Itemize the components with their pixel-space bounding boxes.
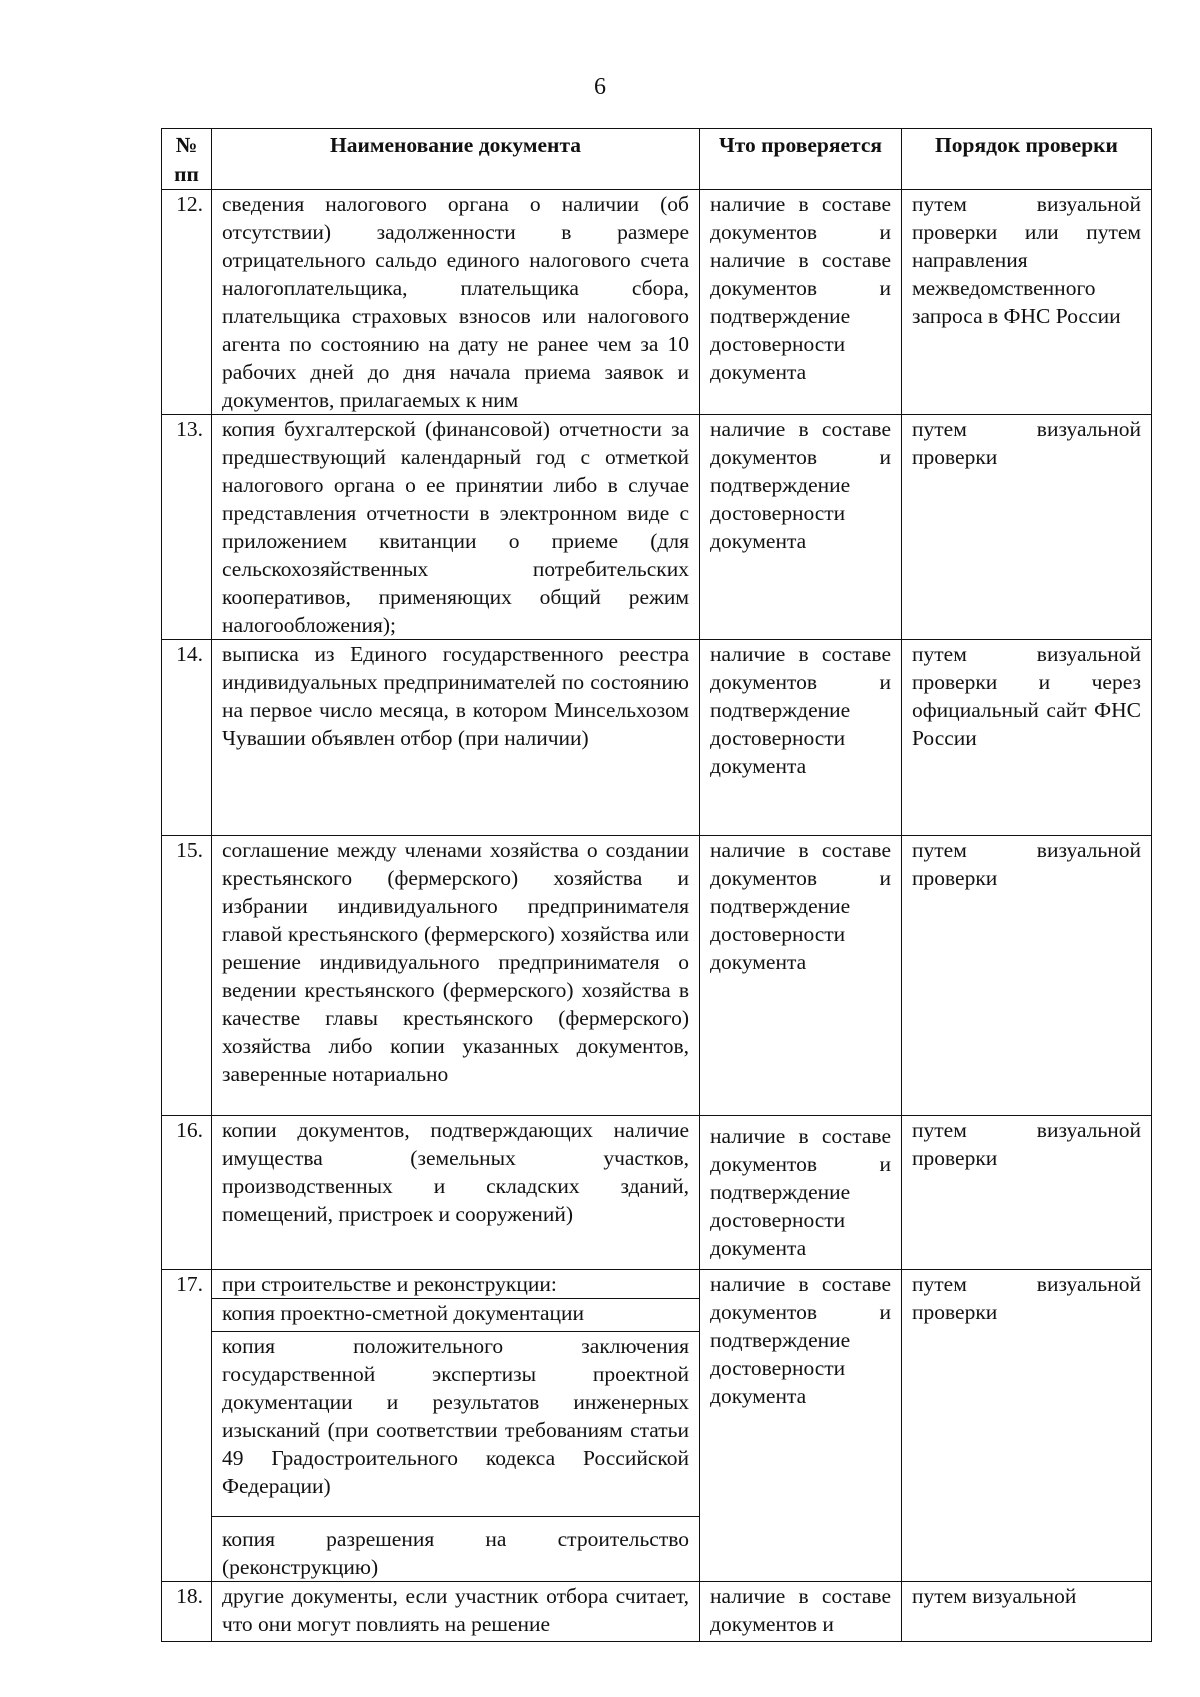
check-what: наличие в составе документов и подтверждение достоверности документа — [700, 415, 902, 640]
header-name: Наименование документа — [212, 129, 700, 190]
check-how: путем визуальной проверки или путем направления межведомственного запроса в ФНС России — [902, 190, 1152, 415]
table-row — [162, 836, 1152, 1116]
document-name: копия бухгалтерской (финансовой) отчетности за предшествующий календарный год с отметкой налогового органа о ее принятии либо в случае представления отчетности в электронном виде с приложением квитанции о приеме (для сельскохозяйственных потребительских кооперативов, применяющих общий режим налогообложения); — [212, 415, 700, 640]
document-subitem: копия проектно-сметной документации — [212, 1299, 699, 1332]
check-what: наличие в составе документов и подтверждение достоверности документа — [700, 1116, 902, 1270]
check-what: наличие в составе документов и подтверждение достоверности документа — [700, 1270, 902, 1582]
row-number: 14. — [162, 640, 212, 836]
document-name: сведения налогового органа о наличии (об отсутствии) задолженности в размере отрицательного сальдо единого налогового счета налогоплательщика, плательщика сбора, плательщика страховых взносов или налогового агента по состоянию на дату не ранее чем за 10 рабочих дней до дня начала приема заявок и документов, прилагаемых к ним — [212, 190, 700, 415]
check-how: путем визуальной — [902, 1582, 1152, 1642]
document-subitem: копия разрешения на строительство (реконструкцию) — [222, 1527, 689, 1579]
table-row — [162, 1582, 1152, 1642]
check-how: путем визуальной проверки — [902, 1270, 1152, 1582]
document-name: другие документы, если участник отбора считает, что они могут повлиять на решение — [212, 1582, 700, 1642]
row-number: 17. — [162, 1270, 212, 1582]
table-row — [162, 415, 1152, 640]
check-how: путем визуальной проверки — [902, 1116, 1152, 1270]
row-number: 16. — [162, 1116, 212, 1270]
row-number: 18. — [162, 1582, 212, 1642]
document-name: выписка из Единого государственного реестра индивидуальных предпринимателей по состоянию на первое число месяца, в котором Минсельхозом Чувашии объявлен отбор (при наличии) — [212, 640, 700, 836]
check-what: наличие в составе документов и подтверждение достоверности документа — [700, 640, 902, 836]
documents-table — [161, 128, 1152, 1642]
check-what: наличие в составе документов и наличие в составе документов и подтверждение достоверности документа — [700, 190, 902, 415]
check-how: путем визуальной проверки и через официальный сайт ФНС России — [902, 640, 1152, 836]
page-number: 6 — [594, 74, 606, 100]
check-how: путем визуальной проверки — [902, 836, 1152, 1116]
row-number: 15. — [162, 836, 212, 1116]
check-what: наличие в составе документов и — [700, 1582, 902, 1642]
table-header-row — [162, 129, 1152, 190]
document-name-group — [212, 1270, 700, 1582]
table-row — [162, 1270, 1152, 1582]
check-what: наличие в составе документов и подтверждение достоверности документа — [700, 836, 902, 1116]
row-number: 12. — [162, 190, 212, 415]
document-subitem: копия положительного заключения государственной экспертизы проектной документации и результатов инженерных изысканий (при соответствии требованиям статьи 49 Градостроительного кодекса Российской Федерации) — [212, 1332, 699, 1517]
document-subitem: при строительстве и реконструкции: — [212, 1270, 699, 1299]
check-how: путем визуальной проверки — [902, 415, 1152, 640]
table-row — [162, 640, 1152, 836]
table-row — [162, 1116, 1152, 1270]
table-row — [162, 190, 1152, 415]
header-what: Что проверяется — [700, 129, 902, 190]
header-how: Порядок проверки — [902, 129, 1152, 190]
document-name: соглашение между членами хозяйства о создании крестьянского (фермерского) хозяйства и избрании индивидуального предпринимателя главой крестьянского (фермерского) хозяйства или решение индивидуального предпринимателя о ведении крестьянского (фермерского) хозяйства в качестве главы крестьянского (фермерского) хозяйства либо копии указанных документов, заверенные нотариально — [212, 836, 700, 1116]
document-name: копии документов, подтверждающих наличие имущества (земельных участков, производственных и складских зданий, помещений, пристроек и сооружений) — [212, 1116, 700, 1270]
header-num: № пп — [162, 129, 212, 190]
row-number: 13. — [162, 415, 212, 640]
